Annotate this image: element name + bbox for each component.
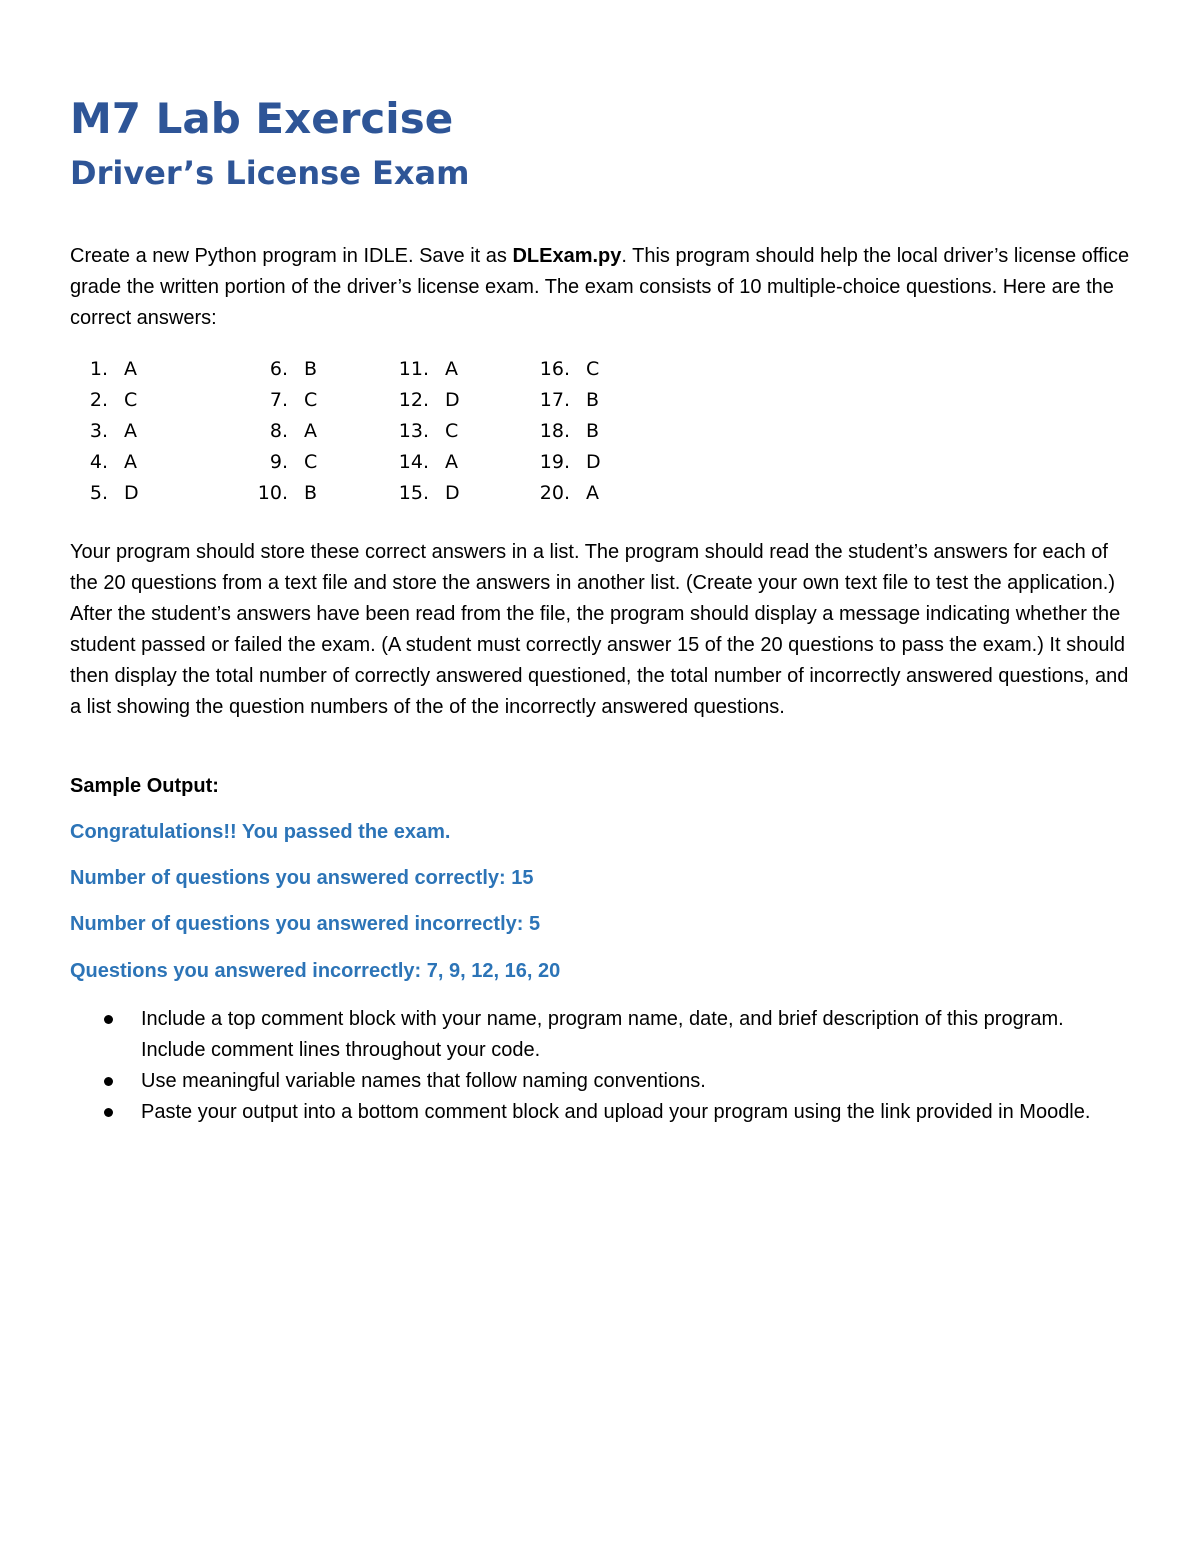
answer-letter: A	[586, 482, 599, 504]
answer-item	[391, 478, 460, 509]
answer-item	[532, 478, 599, 509]
answer-number: 10.	[257, 482, 288, 504]
answer-number: 18.	[539, 420, 570, 442]
answer-number: 14.	[398, 451, 429, 473]
answer-item	[250, 416, 317, 447]
answer-item	[70, 416, 137, 447]
answer-number: 2.	[89, 389, 108, 411]
intro-filename: DLExam.py	[512, 245, 622, 267]
list-item-text: Paste your output into a bottom comment block and upload your program using the link provided in Moodle.	[141, 1101, 1091, 1123]
answer-letter: B	[304, 482, 318, 504]
bullet-icon	[104, 1077, 113, 1086]
answer-number: 1.	[89, 358, 108, 380]
answer-letter: D	[586, 451, 601, 473]
answer-letter: C	[445, 420, 459, 442]
answer-item	[250, 478, 318, 509]
answer-item	[70, 385, 138, 416]
answer-item	[532, 354, 600, 385]
list-item	[70, 1004, 1132, 1066]
answer-number: 20.	[539, 482, 570, 504]
answer-number: 12.	[398, 389, 429, 411]
intro-text-before: Create a new Python program in IDLE. Save it as	[70, 245, 513, 267]
answer-letter: B	[586, 420, 600, 442]
answer-number: 11.	[398, 358, 429, 380]
answer-letter: A	[124, 420, 137, 442]
answer-item	[70, 447, 137, 478]
answer-item	[70, 354, 137, 385]
sample-output-line-correct: Number of questions you answered correctly: 15	[70, 867, 534, 889]
answer-item	[391, 385, 460, 416]
answer-item	[391, 447, 458, 478]
answer-letter: D	[445, 482, 460, 504]
answer-item	[532, 447, 601, 478]
list-item-text: Include a top comment block with your name, program name, date, and brief description of this program. Include comment lines throughout your code.	[141, 1008, 1064, 1061]
answer-column-4	[532, 354, 601, 509]
answer-item	[532, 385, 600, 416]
document-subtitle: Driver’s License Exam	[70, 154, 470, 192]
answer-letter: A	[304, 420, 317, 442]
answer-item	[250, 447, 318, 478]
requirements-list	[70, 1004, 1132, 1128]
answer-letter: C	[304, 451, 318, 473]
document-title: M7 Lab Exercise	[70, 94, 454, 143]
list-item	[70, 1066, 1132, 1097]
answer-number: 3.	[89, 420, 108, 442]
answer-column-2	[250, 354, 318, 509]
answer-letter: D	[124, 482, 139, 504]
answer-letter: C	[586, 358, 600, 380]
answer-item	[391, 354, 458, 385]
answer-number: 6.	[269, 358, 288, 380]
answer-letter: A	[445, 451, 458, 473]
answer-number: 4.	[89, 451, 108, 473]
sample-output-line-question-list: Questions you answered incorrectly: 7, 9, 12, 16, 20	[70, 960, 561, 982]
sample-output-line-congrats: Congratulations!! You passed the exam.	[70, 821, 451, 843]
answer-item	[532, 416, 600, 447]
answer-letter: D	[445, 389, 460, 411]
answer-letter: A	[124, 358, 137, 380]
answer-number: 9.	[269, 451, 288, 473]
answer-item	[250, 354, 318, 385]
sample-output-label: Sample Output:	[70, 775, 219, 797]
answer-letter: C	[304, 389, 318, 411]
answer-key-list	[70, 354, 770, 514]
intro-paragraph	[70, 241, 1132, 334]
answer-number: 8.	[269, 420, 288, 442]
intro-text-after: . This program should help the local driver’s license office grade the written portion of the driver’s license exam. The exam consists of 10 multiple-choice questions. Here are the correct answers:	[70, 245, 1130, 329]
answer-number: 13.	[398, 420, 429, 442]
answer-letter: B	[304, 358, 318, 380]
bullet-icon	[104, 1015, 113, 1024]
answer-number: 17.	[539, 389, 570, 411]
answer-column-3	[391, 354, 460, 509]
answer-letter: A	[445, 358, 458, 380]
answer-number: 19.	[539, 451, 570, 473]
answer-number: 5.	[89, 482, 108, 504]
list-item	[70, 1097, 1132, 1128]
sample-output-line-incorrect: Number of questions you answered incorrectly: 5	[70, 913, 541, 935]
answer-item	[70, 478, 139, 509]
answer-number: 16.	[539, 358, 570, 380]
instructions-paragraph: Your program should store these correct answers in a list. The program should read the student’s answers for each of the 20 questions from a text file and store the answers in another list. (Create your own text file to test the application.) After the student’s answers have been read from the file, the program should display a message indicating whether the student passed or failed the exam. (A student must correctly answer 15 of the 20 questions to pass the exam.) It should then display the total number of correctly answered questioned, the total number of incorrectly answered questions, and a list showing the question numbers of the of the incorrectly answered questions.	[70, 541, 1129, 718]
list-item-text: Use meaningful variable names that follow naming conventions.	[141, 1070, 706, 1092]
answer-number: 15.	[398, 482, 429, 504]
answer-column-1	[70, 354, 139, 509]
answer-letter: C	[124, 389, 138, 411]
answer-item	[391, 416, 459, 447]
bullet-icon	[104, 1108, 113, 1117]
answer-letter: A	[124, 451, 137, 473]
answer-item	[250, 385, 318, 416]
answer-letter: B	[586, 389, 600, 411]
answer-number: 7.	[269, 389, 288, 411]
